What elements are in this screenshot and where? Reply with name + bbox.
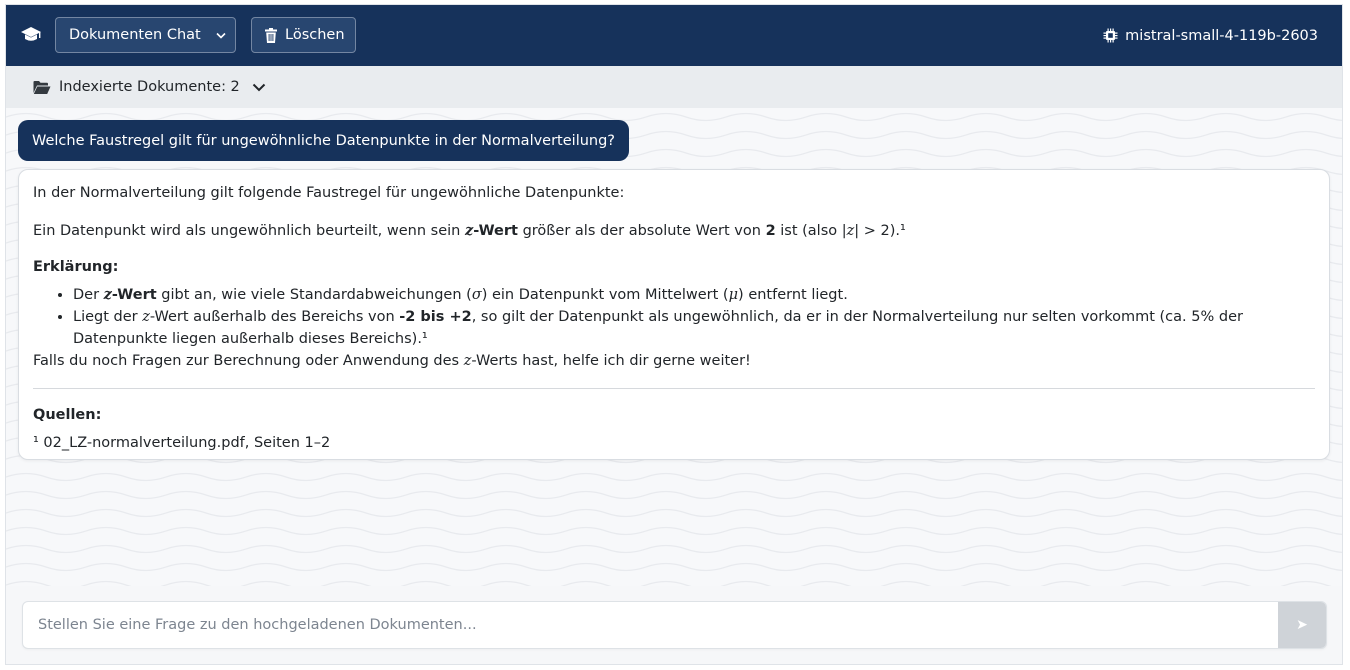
followup-text: -Werts hast, helfe ich dir gerne weiter! <box>471 353 751 369</box>
item-text: ) entfernt liegt. <box>738 287 848 303</box>
rule-text: ist (also | <box>775 223 847 239</box>
item-bold: -2 bis +2 <box>399 309 472 325</box>
source-item: ¹ 02_LZ-normalverteilung.pdf, Seiten 1–2 <box>33 435 331 451</box>
z-variable: z <box>463 353 472 369</box>
rule-text: | > 2).¹ <box>854 223 906 239</box>
mode-select-value: Dokumenten Chat <box>69 27 201 43</box>
model-name: mistral-small-4-119b-2603 <box>1125 27 1318 44</box>
question-input[interactable] <box>23 602 1279 648</box>
mu-symbol: μ <box>728 287 739 303</box>
chevron-down-icon <box>216 32 226 39</box>
answer-followup <box>33 350 1315 372</box>
clear-button-label: Löschen <box>285 27 345 43</box>
z-variable: z <box>142 309 150 325</box>
item-text: , so gilt der Datenpunkt als ungewöhnlich, da er in der Normalverteilung nur selten vorkommt (ca. 5% der Datenpunkte liegen außerhalb dieses Bereichs).¹ <box>73 309 1243 347</box>
clear-button[interactable] <box>251 17 356 53</box>
app-window <box>5 4 1343 665</box>
item-bold: -Wert <box>111 287 157 303</box>
top-navbar <box>6 5 1342 66</box>
rule-threshold: 2 <box>765 223 776 239</box>
cpu-chip-icon <box>1103 28 1118 43</box>
z-variable: z <box>464 222 474 239</box>
folder-open-icon <box>33 80 51 95</box>
chevron-down-icon <box>252 83 266 92</box>
graduation-cap-icon <box>20 25 42 45</box>
answer-rule <box>33 220 1315 242</box>
user-message-text: Welche Faustregel gilt für ungewöhnliche Datenpunkte in der Normalverteilung? <box>32 132 616 149</box>
send-icon: ➤ <box>1296 617 1308 633</box>
sigma-symbol: σ <box>471 287 482 303</box>
list-item <box>73 306 1315 350</box>
rule-text: größer als der absolute Wert von <box>517 223 766 239</box>
z-variable: z <box>846 223 855 239</box>
chat-input-group <box>22 601 1327 649</box>
rule-bold: -Wert <box>473 223 518 239</box>
followup-text: Falls du noch Fragen zur Berechnung oder Anwendung des <box>33 353 464 369</box>
chat-messages <box>6 108 1342 586</box>
model-indicator <box>1103 5 1318 66</box>
item-text: gibt an, wie viele Standardabweichungen ( <box>156 287 472 303</box>
z-variable: z <box>103 286 112 303</box>
item-text: ) ein Datenpunkt vom Mittelwert ( <box>481 287 729 303</box>
list-item <box>73 284 1315 306</box>
send-button[interactable] <box>1278 602 1326 648</box>
item-text: Der <box>73 287 104 303</box>
item-text: Liegt der <box>73 309 143 325</box>
trash-icon <box>265 28 277 43</box>
sources-heading: Quellen: <box>33 407 102 423</box>
indexed-documents-toggle[interactable] <box>6 66 1342 108</box>
user-message <box>18 120 629 161</box>
explanation-heading: Erklärung: <box>33 259 119 275</box>
answer-intro: In der Normalverteilung gilt folgende Faustregel für ungewöhnliche Datenpunkte: <box>33 185 625 201</box>
explanation-list <box>33 284 1315 350</box>
rule-text: Ein Datenpunkt wird als ungewöhnlich beurteilt, wenn sein <box>33 223 465 239</box>
mode-select[interactable] <box>55 17 236 53</box>
item-text: -Wert außerhalb des Bereichs von <box>149 309 400 325</box>
divider <box>33 388 1315 389</box>
assistant-message <box>18 169 1330 460</box>
indexed-documents-label: Indexierte Dokumente: 2 <box>59 79 240 95</box>
